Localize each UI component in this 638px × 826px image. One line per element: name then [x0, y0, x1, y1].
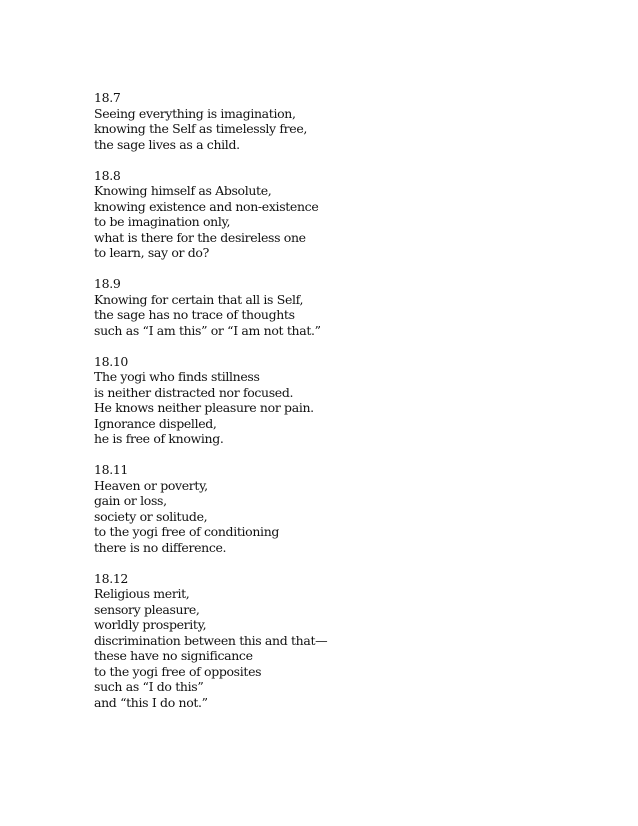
verse-line: Knowing for certain that all is Self, — [94, 291, 304, 307]
verse-number: 18.8 — [94, 167, 121, 183]
verse-line: The yogi who finds stillness — [94, 369, 260, 384]
verse-line: He knows neither pleasure nor pain. — [94, 400, 314, 415]
verse-line: the sage lives as a child. — [94, 136, 240, 152]
verse-18-8 — [94, 168, 614, 261]
verse-line: sensory pleasure, — [94, 601, 200, 617]
verse-line: to learn, say or do? — [94, 245, 209, 260]
verse-line: these have no significance — [94, 648, 253, 663]
verse-number: 18.10 — [94, 353, 129, 369]
verse-line: the sage has no trace of thoughts — [94, 307, 295, 322]
verse-18-12 — [94, 571, 614, 711]
verse-number: 18.7 — [94, 90, 121, 105]
verse-line: Ignorance dispelled, — [94, 415, 217, 431]
verse-line: and “this I do not.” — [94, 694, 208, 710]
verse-line: what is there for the desireless one — [94, 229, 306, 245]
verse-line: Knowing himself as Absolute, — [94, 183, 272, 198]
verse-line: to be imagination only, — [94, 214, 231, 229]
verse-line: society or solitude, — [94, 508, 208, 524]
verse-line: to the yogi free of opposites — [94, 663, 262, 679]
verse-line: discrimination between this and that— — [94, 632, 328, 648]
verse-line: there is no difference. — [94, 539, 227, 555]
verse-line: he is free of knowing. — [94, 431, 224, 446]
verse-line: Heaven or poverty, — [94, 477, 208, 493]
verse-number: 18.9 — [94, 276, 121, 291]
verse-18-7 — [94, 90, 614, 152]
verse-18-10 — [94, 354, 614, 447]
verse-18-9 — [94, 276, 614, 338]
verse-line: knowing existence and non-existence — [94, 198, 319, 214]
verse-line: such as “I am this” or “I am not that.” — [94, 322, 321, 338]
verse-line: to the yogi free of conditioning — [94, 524, 280, 539]
verse-line: Seeing everything is imagination, — [94, 105, 296, 121]
verse-number: 18.11 — [94, 462, 129, 477]
verse-line: Religious merit, — [94, 586, 190, 601]
verse-line: worldly prosperity, — [94, 617, 207, 632]
verse-line: is neither distracted nor focused. — [94, 384, 294, 400]
verse-line: knowing the Self as timelessly free, — [94, 121, 308, 136]
verse-line: such as “I do this” — [94, 679, 204, 694]
verse-18-11 — [94, 462, 614, 555]
verse-number: 18.12 — [94, 570, 129, 586]
verse-line: gain or loss, — [94, 493, 167, 508]
document-page — [94, 90, 614, 726]
